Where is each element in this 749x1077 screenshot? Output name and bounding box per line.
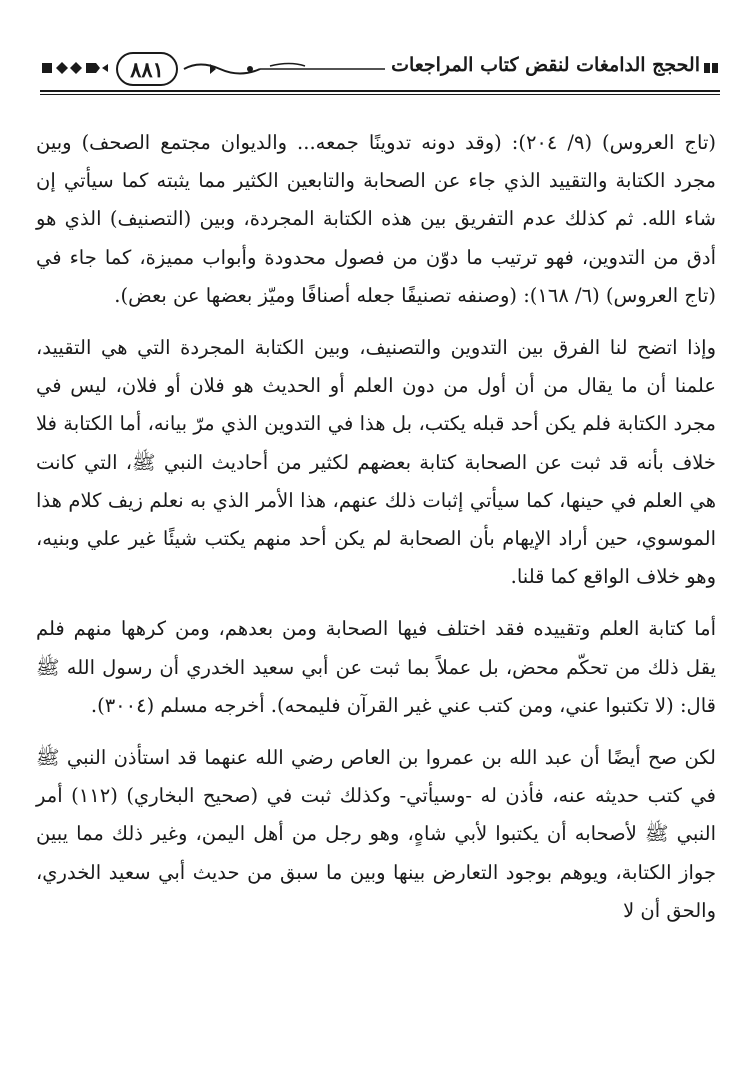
page-number: ٨٨١ [116,52,178,86]
page-header [40,52,720,100]
header-rule [40,90,720,92]
main-text [36,124,716,930]
header-rule-thin [40,94,720,95]
paragraph-3: أما كتابة العلم وتقييده فقد اختلف فيها الصحابة ومن بعدهم، ومن كرهها منهم فلم يقل ذلك من تحكّم محض، بل عملاً بما ثبت عن أبي سعيد الخدري أن رسول الله ﷺ قال: (لا تكتبوا عني، ومن كتب عني غير القرآن فليمحه). أخرجه مسلم (٣٠٠٤). [36,617,716,717]
decorative-ornament-icon [702,60,720,76]
paragraph-1: (تاج العروس) (٩/ ٢٠٤): (وقد دونه تدوينًا جمعه... والديوان مجتمع الصحف) وبين مجرد الكتابة والتقييد الذي جاء عن الصحابة والتابعين الكثير مما يثبته كما سيأتي إن شاء الله. ثم كذلك عدم التفريق بين هذه الكتابة المجردة، وبين (التصنيف) الذي هو أدق من التدوين، فهو ترتيب ما دوّن من فصول محدودة وأبواب مميزة، كما جاء في (تاج العروس) (٦/ ١٦٨): (وصنفه تصنيفًا جعله أصنافًا وميّز بعضها عن بعض). [36,131,716,307]
running-title: الحجج الدامغات لنقض كتاب المراجعات [391,54,700,76]
paragraph-4: لكن صح أيضًا أن عبد الله بن عمروا بن العاص رضي الله عنهما قد استأذن النبي ﷺ في كتب حديثه عنه، فأذن له -وسيأتي- وكذلك ثبت في (صحيح البخاري) (١١٢) أمر النبي ﷺ لأصحابه أن يكتبوا لأبي شاهٍ، وهو رجل من أهل اليمن، وغير ذلك مما يبين جواز الكتابة، ويوهم بوجود التعارض بينها وبين ما سبق من حديث أبي سعيد الخدري، والحق أن لا [36,746,717,922]
paragraph-2: وإذا اتضح لنا الفرق بين التدوين والتصنيف، وبين الكتابة المجردة التي هي التقييد، علمنا أن ما يقال من أن أول من دون العلم أو الحديث هو فلان أو فلان، ليس في مجرد الكتابة فلم يكن أحد قبله يكتب، بل هذا في التدوين الذي مرّ بيانه، أما الكتابة فلا خلاف بأنه قد ثبت عن الصحابة كتابة بعضهم لكثير من أحاديث النبي ﷺ، التي كانت هي العلم في حينها، كما سيأتي إثبات ذلك عنهم، هذا الأمر الذي به نعلم زيف كلام هذا الموسوي، حين أراد الإيهام بأن الصحابة لم يكن أحد منهم يكتب شيئًا غير علي وبنيه، وهو خلاف الواقع كما قلنا. [36,336,716,589]
decorative-flourish-icon [180,58,390,80]
decorative-ornament-icon [40,60,110,76]
